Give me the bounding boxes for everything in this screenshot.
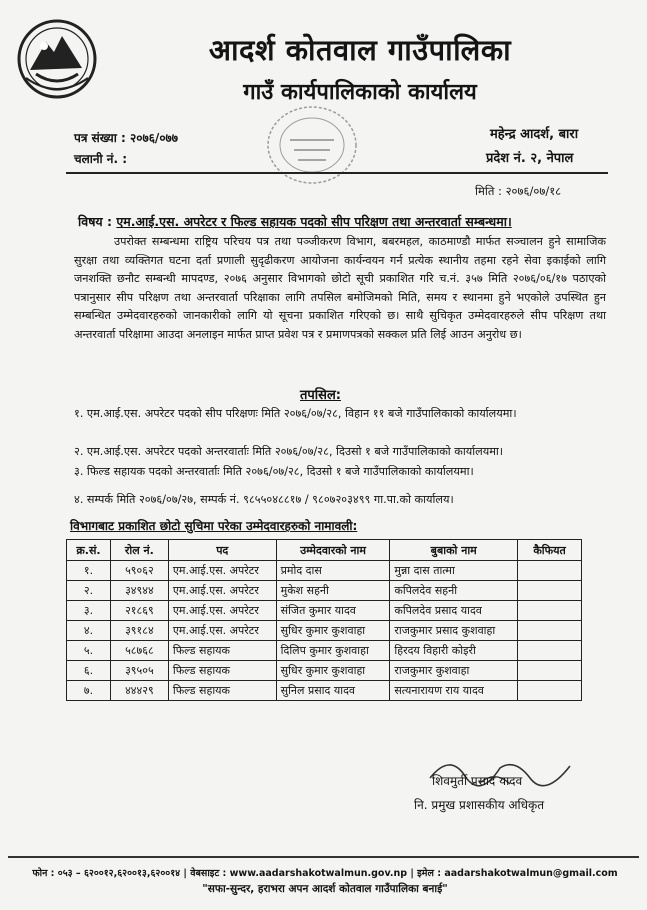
- cell-father: कपिलदेव प्रसाद यादव: [390, 601, 518, 621]
- signatory-designation: नि. प्रमुख प्रशासकीय अधिकृत: [414, 798, 545, 812]
- cell-remarks: [518, 561, 582, 581]
- cell-candidate: सुनिल प्रसाद यादव: [276, 681, 390, 701]
- office-subtitle: गाउँ कार्यपालिकाको कार्यालय: [243, 80, 477, 105]
- cell-roll: ५९०६२: [110, 561, 168, 581]
- letter-number: पत्र संख्या : २०७६/०७७: [74, 131, 179, 145]
- cell-remarks: [518, 581, 582, 601]
- cell-serial: ७.: [67, 681, 111, 701]
- office-stamp: [262, 100, 362, 190]
- cell-post: एम.आई.एस. अपरेटर: [168, 561, 276, 581]
- table-row: [67, 561, 582, 581]
- cell-remarks: [518, 661, 582, 681]
- header-remarks: कैफियत: [518, 540, 582, 561]
- cell-roll: २१८६९: [110, 601, 168, 621]
- cell-candidate: संजित कुमार यादव: [276, 601, 390, 621]
- address-line-1: महेन्द्र आदर्श, बारा: [490, 127, 579, 142]
- footer-contact: फोन : ०५३ – ६२००१२,६२००१३,६२००१४ | वेबसाइट : www.aadarshakotwalmun.gov.np | इमेल : aadarshakotwalmun@gmail.com: [32, 868, 618, 879]
- cell-post: फिल्ड सहायक: [168, 661, 276, 681]
- schedule-item: ४. सम्पर्क मिति २०७६/०७/२७, सम्पर्क नं. ९८५५०४८८१७ / ९८०७२०३४९९ गा.पा.को कार्यालय।: [74, 493, 454, 506]
- footer-slogan: "सफा-सुन्दर, हराभरा अपन आदर्श कोतवाल गाउँपालिका बनाई": [202, 883, 448, 895]
- header-post: पद: [168, 540, 276, 561]
- schedule-item: १. एम.आई.एस. अपरेटर पदको सीप परिक्षणः मिति २०७६/०७/२८, विहान ११ बजे गाउँपालिकाको कार्यालयमा।: [74, 407, 517, 420]
- subject-text: एम.आई.एस. अपरेटर र फिल्ड सहायक पदको सीप परिक्षण तथा अन्तरवार्ता सम्बन्धमा।: [116, 214, 512, 229]
- cell-candidate: मुकेश सहनी: [276, 581, 390, 601]
- cell-serial: ५.: [67, 641, 111, 661]
- cell-remarks: [518, 601, 582, 621]
- cell-candidate: सुधिर कुमार कुशवाहा: [276, 661, 390, 681]
- cell-father: राजकुमार प्रसाद कुशवाहा: [390, 621, 518, 641]
- letter-date: मिति : २०७६/०७/१८: [475, 184, 562, 198]
- cell-remarks: [518, 681, 582, 701]
- cell-father: मुन्ना दास तात्मा: [390, 561, 518, 581]
- schedule-item: ३. फिल्ड सहायक पदको अन्तरवार्ताः मिति २०७६/०७/२८, दिउसो १ बजे गाउँपालिकाको कार्यालयमा।: [74, 465, 474, 478]
- subject-line: [78, 213, 512, 230]
- table-row: [67, 661, 582, 681]
- subject-prefix: विषय :: [78, 214, 113, 229]
- cell-serial: १.: [67, 561, 111, 581]
- table-row: [67, 681, 582, 701]
- header-roll: रोल नं.: [110, 540, 168, 561]
- table-header-row: [67, 540, 582, 561]
- cell-serial: ४.: [67, 621, 111, 641]
- candidate-list-title: विभागबाट प्रकाशित छोटो सुचिमा परेका उम्मेदवारहरुको नामावली:: [70, 519, 358, 533]
- table-row: [67, 621, 582, 641]
- cell-roll: ३९५०५: [110, 661, 168, 681]
- cell-serial: ३.: [67, 601, 111, 621]
- cell-post: एम.आई.एस. अपरेटर: [168, 601, 276, 621]
- cell-serial: ६.: [67, 661, 111, 681]
- cell-candidate: सुधिर कुमार कुशवाहा: [276, 621, 390, 641]
- cell-remarks: [518, 621, 582, 641]
- candidate-table: [66, 539, 582, 701]
- cell-father: हिरदय विहारी कोइरी: [390, 641, 518, 661]
- cell-father: सत्यनारायण राय यादव: [390, 681, 518, 701]
- header-serial: क्र.सं.: [67, 540, 111, 561]
- cell-candidate: दिलिप कुमार कुशवाहा: [276, 641, 390, 661]
- address-line-2: प्रदेश नं. २, नेपाल: [486, 151, 574, 166]
- office-title: आदर्श कोतवाल गाउँपालिका: [208, 33, 512, 67]
- cell-post: एम.आई.एस. अपरेटर: [168, 621, 276, 641]
- cell-father: राजकुमार कुशवाहा: [390, 661, 518, 681]
- table-row: [67, 581, 582, 601]
- schedule-item: २. एम.आई.एस. अपरेटर पदको अन्तरवार्ताः मिति २०७६/०७/२८, दिउसो १ बजे गाउँपालिकाको कार्यालयमा।: [74, 445, 504, 458]
- signatory-name: शिवमुर्ती प्रसाद यादव: [432, 774, 523, 788]
- cell-remarks: [518, 641, 582, 661]
- dispatch-number: चलानी नं. :: [74, 152, 128, 166]
- cell-candidate: प्रमोद दास: [276, 561, 390, 581]
- table-row: [67, 641, 582, 661]
- cell-post: फिल्ड सहायक: [168, 681, 276, 701]
- header-divider: [66, 172, 608, 174]
- header-candidate-name: उम्मेदवारको नाम: [276, 540, 390, 561]
- cell-roll: ५८७६८: [110, 641, 168, 661]
- header-father-name: बुबाको नाम: [390, 540, 518, 561]
- cell-roll: ३४९४४: [110, 581, 168, 601]
- cell-serial: २.: [67, 581, 111, 601]
- cell-roll: ४४४२९: [110, 681, 168, 701]
- table-row: [67, 601, 582, 621]
- footer-divider: [8, 856, 639, 858]
- cell-post: फिल्ड सहायक: [168, 641, 276, 661]
- cell-father: कपिलदेव सहनी: [390, 581, 518, 601]
- government-emblem: [16, 18, 98, 100]
- cell-post: एम.आई.एस. अपरेटर: [168, 581, 276, 601]
- cell-roll: ३९१८४: [110, 621, 168, 641]
- body-paragraph: उपरोक्त सम्बन्धमा राष्ट्रिय परिचय पत्र तथा पञ्जीकरण विभाग, बबरमहल, काठमाण्डौ मार्फत सञ्चालन हुने सामाजिक सुरक्षा तथा व्यक्तिगत घटना दर्ता प्रणाली सुदृढीकरण आयोजना कार्यन्वयन गर्न प्रत्येक स्थानीय तहमा रहने सेवा इकाईको लागि जनशक्ति छनौट सम्बन्धी मापदण्ड, २०७६ अनुसार विभागको छोटो सूची प्रकाशित गरि च.नं. ३५७ मिति २०७६/०६/१७ पठाएको पत्रानुसार सीप परिक्षण तथा अन्तरवार्ता परिक्षाका लागि तपसिल बमोजिमको मिति, समय र स्थानमा हुने भएकोले उपस्थित हुन सम्बन्धित उम्मेदवारहरुको जानकारीको लागि यो सूचना प्रकाशित गरिएको छ। साथै सुचिकृत उम्मेदवारहरुले सीप परिक्षण तथा अन्तरवार्ता परिक्षामा आउदा अनलाइन मार्फत प्राप्त प्रवेश पत्र र प्रमाणपत्रको सक्कल प्रति लिई आउन अनुरोध छ।: [74, 235, 606, 341]
- schedule-heading: तपसिल:: [300, 388, 341, 403]
